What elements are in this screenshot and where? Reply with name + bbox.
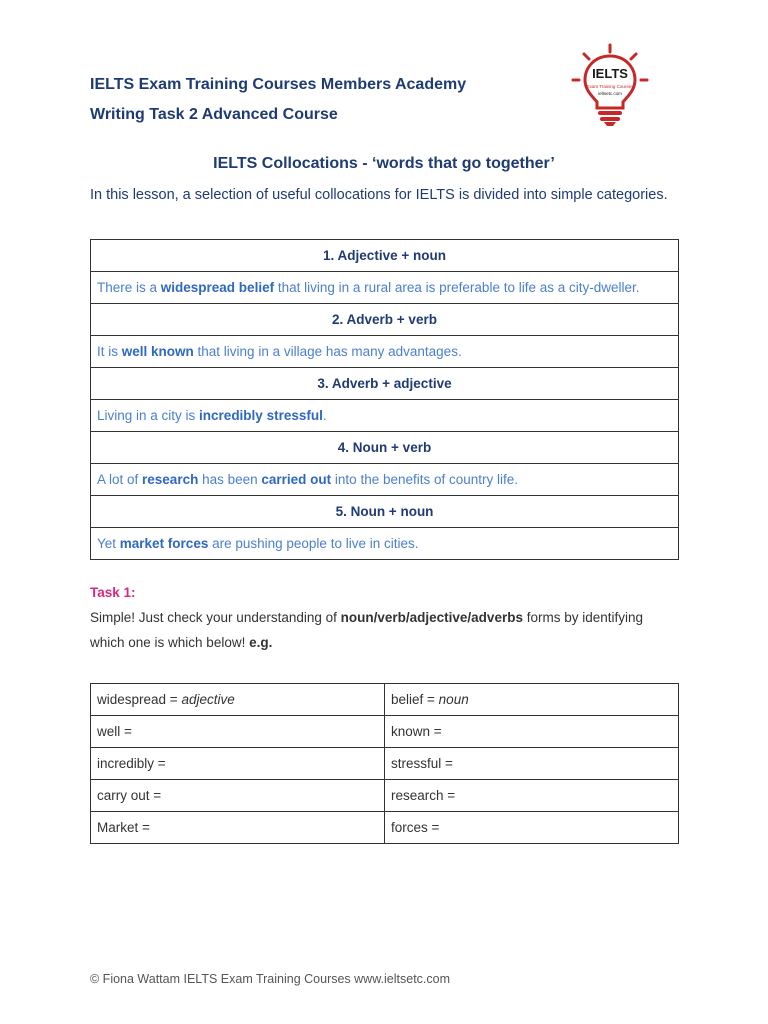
forms-cell-right — [385, 716, 679, 748]
forms-table — [90, 683, 679, 844]
forms-row — [91, 812, 679, 844]
collocation-highlight: well known — [121, 344, 194, 359]
word-form-answer: adjective — [181, 692, 235, 707]
forms-cell-right — [385, 684, 679, 716]
forms-cell-left — [91, 716, 385, 748]
document-header — [90, 70, 466, 130]
forms-cell-right — [385, 780, 679, 812]
example-text: has been — [198, 472, 262, 487]
word-label: stressful = — [391, 756, 453, 771]
word-label: known = — [391, 724, 442, 739]
collocation-example — [91, 272, 679, 304]
collocation-example — [91, 336, 679, 368]
collocation-heading-row — [91, 240, 679, 272]
collocation-example-row — [91, 336, 679, 368]
logo-subtext: Exam Training Courses — [586, 84, 634, 89]
word-label: Market = — [97, 820, 150, 835]
word-label: research = — [391, 788, 456, 803]
collocation-example — [91, 528, 679, 560]
collocation-heading: 1. Adjective + noun — [91, 240, 679, 272]
collocation-example-row — [91, 464, 679, 496]
forms-cell-left — [91, 748, 385, 780]
forms-row — [91, 716, 679, 748]
lightbulb-icon — [570, 42, 650, 128]
word-label: carry out = — [97, 788, 162, 803]
forms-cell-left — [91, 812, 385, 844]
word-form-answer: noun — [438, 692, 469, 707]
collocation-example-row — [91, 272, 679, 304]
example-text: It is — [97, 344, 122, 359]
collocation-heading-row — [91, 304, 679, 336]
collocation-heading-row — [91, 368, 679, 400]
collocation-example-row — [91, 528, 679, 560]
word-label: well = — [97, 724, 132, 739]
forms-cell-left — [91, 780, 385, 812]
task-emphasis: e.g. — [249, 635, 273, 650]
example-text: Yet — [97, 536, 120, 551]
collocation-example — [91, 400, 679, 432]
forms-row — [91, 780, 679, 812]
collocation-example — [91, 464, 679, 496]
collocation-example-row — [91, 400, 679, 432]
collocation-highlight: research — [142, 472, 199, 487]
forms-row — [91, 748, 679, 780]
task-text-segment: Simple! Just check your understanding of — [90, 610, 341, 625]
forms-cell-right — [385, 812, 679, 844]
collocation-heading: 3. Adverb + adjective — [91, 368, 679, 400]
word-label: incredibly = — [97, 756, 166, 771]
example-text: into the benefits of country life. — [331, 472, 519, 487]
header-line-2: Writing Task 2 Advanced Course — [90, 106, 338, 123]
collocation-heading: 4. Noun + verb — [91, 432, 679, 464]
collocation-heading-row — [91, 432, 679, 464]
logo-text: IELTS — [592, 66, 628, 81]
task-instructions — [90, 605, 680, 655]
lesson-title: IELTS Collocations - ‘words that go together’ — [213, 155, 555, 172]
lesson-intro: In this lesson, a selection of useful collocations for IELTS is divided into simple categories. — [90, 187, 668, 203]
example-text: A lot of — [97, 472, 143, 487]
task-text-segment: forms by identifying which one is which below! — [90, 610, 644, 650]
example-text: are pushing people to live in cities. — [208, 536, 419, 551]
word-label: widespread = — [97, 692, 182, 707]
task-emphasis: noun/verb/adjective/adverbs — [340, 610, 523, 625]
collocation-highlight: market forces — [119, 536, 209, 551]
collocation-highlight: carried out — [261, 472, 332, 487]
example-text: that living in a village has many advantages. — [193, 344, 462, 359]
header-line-1: IELTS Exam Training Courses Members Academy — [90, 76, 467, 93]
word-label: belief = — [391, 692, 439, 707]
collocation-highlight: incredibly stressful — [199, 408, 323, 423]
forms-cell-right — [385, 748, 679, 780]
example-text: There is a — [97, 280, 161, 295]
task-label: Task 1: — [90, 585, 136, 600]
logo-url: ieltsetc.com — [598, 91, 622, 96]
example-text: that living in a rural area is preferable to life as a city-dweller. — [274, 280, 640, 295]
footer-copyright: © Fiona Wattam IELTS Exam Training Courses www.ieltsetc.com — [90, 972, 451, 986]
collocation-heading: 5. Noun + noun — [91, 496, 679, 528]
forms-cell-left — [91, 684, 385, 716]
collocation-heading: 2. Adverb + verb — [91, 304, 679, 336]
example-text: . — [322, 408, 327, 423]
collocations-table — [90, 239, 679, 560]
collocation-highlight: widespread belief — [160, 280, 275, 295]
forms-row — [91, 684, 679, 716]
example-text: Living in a city is — [97, 408, 200, 423]
collocation-heading-row — [91, 496, 679, 528]
word-label: forces = — [391, 820, 440, 835]
